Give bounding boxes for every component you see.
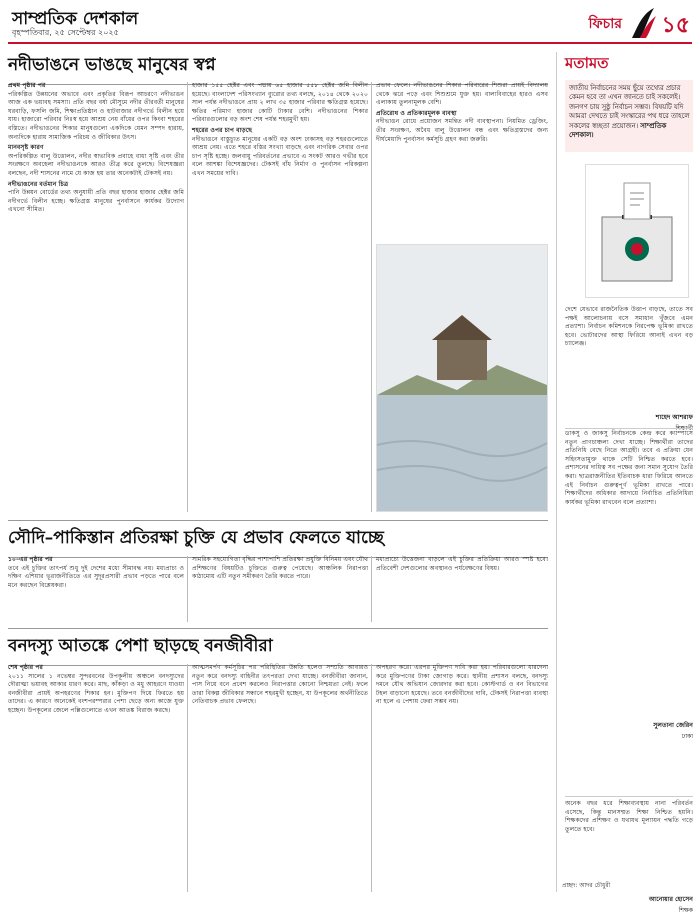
author-name: সুলতানা জেরিন (653, 722, 693, 729)
masthead (8, 6, 692, 40)
article1-headline: নদীভাঙনে ভাঙছে মানুষের স্বপ্ন (8, 52, 548, 85)
continued-from-label: শেষ পৃষ্ঠার পর (8, 664, 43, 671)
author-role: ঢাকা (681, 733, 693, 740)
article1-subhead: নদীভাঙনের বর্তমান চিত্র (8, 180, 69, 188)
article3-column-3 (376, 664, 548, 892)
cover-credit: প্রচ্ছদ: আদর চৌধুরী (562, 882, 611, 889)
column-divider (187, 82, 188, 512)
newspaper-name: সাম্প্রতিক দেশকাল (12, 9, 139, 29)
article3-column-1 (8, 664, 184, 892)
article3-headline: বনদস্যু আতঙ্কে পেশা ছাড়ছে বনজীবীরা (8, 628, 548, 666)
article2-column-2 (192, 556, 368, 622)
article1-column-1 (8, 82, 184, 512)
article1-subhead: শহরের ওপর চাপ বাড়ছে (192, 126, 253, 134)
article1-paragraph: অপরিকল্পিত বালু উত্তোলন, নদীর স্বাভাবিক প্রবাহে বাধা সৃষ্টি এবং তীর সংরক্ষণে অবহেলা নদীভাঙনকে আরও তীব্র করে তুলছে। বিশেষজ্ঞরা বলছেন, নদী শাসনের নামে যে কাজ হয় তার অনেকটাই টেকসই নয়। (8, 152, 184, 177)
article2-paragraph: মধ্যপ্রাচ্যে উত্তেজনা বাড়লে এই চুক্তির প্রতিক্রিয়া আরও স্পষ্ট হবে। প্রতিবেশী দেশগুলোর অবস্থানও পর্যবেক্ষণের বিষয়। (376, 556, 548, 572)
column-divider (371, 556, 372, 622)
author-name: আনোয়ার হোসেন (648, 896, 693, 903)
article3-paragraph: আত্মসমর্পণ কর্মসূচির পর পরিস্থিতির উন্নতি হলেও সম্প্রতি আবারও নতুন করে বনদস্যু বাহিনীর তৎপরতা দেখা যাচ্ছে। বনজীবীরা জানান, পাস নিয়ে বনে প্রবেশ করলেও নিরাপত্তার কোনো নিশ্চয়তা নেই। ফলে তারা বিকল্প জীবিকার সন্ধানে শহরমুখী হচ্ছেন, যা উপকূলের অর্থনীতিতে নেতিবাচক প্রভাব ফেলছে। (192, 664, 368, 706)
section-label: ফিচার (588, 16, 622, 32)
page-number: ১৫ (661, 12, 690, 38)
column-divider (187, 664, 188, 892)
ballot-box-icon (586, 165, 688, 297)
opinion-quote (569, 84, 691, 140)
opinion-letter-1: দেশে যেভাবে রাজনৈতিক উত্তাপ বাড়ছে, তাতে সব পক্ষই আলোচনায় বসে সমাধান খুঁজবে এমন প্রত্যাশা। নির্বাচন কমিশনকে নিরপেক্ষ ভূমিকা রাখতে হবে। ভোটারদের আস্থা ফিরিয়ে আনাই এখন বড় চ্যালেঞ্জ। (565, 306, 693, 348)
column-divider (187, 556, 188, 622)
opinion-byline-2 (565, 720, 693, 742)
article1-subhead: প্রতিরোধ ও প্রতিকারমূলক ব্যবস্থা (376, 109, 457, 117)
article2-column-1 (8, 556, 184, 622)
article1-paragraph: পরিকল্পিত উন্নয়নের অভাবে এবং প্রকৃতির বিরূপ আচরণে নদীভাঙন আজ এক ভয়াবহ সমস্যা। প্রতি বছর বর্ষা মৌসুমে নদীর তীরবর্তী মানুষের ঘরবাড়ি, ফসলি জমি, শিক্ষাপ্রতিষ্ঠান ও হাটবাজার নদীগর্ভে বিলীন হয়ে যায়। হাজারো পরিবার নিঃস্ব হয়ে আশ্রয় নেয় বাঁধের ওপর কিংবা শহরের বস্তিতে। নদীভাঙনের শিকার মানুষগুলো একদিকে যেমন সম্পদ হারায়, অন্যদিকে হারায় সামাজিক পরিচয় ও জীবিকার উৎস। (8, 90, 184, 141)
opinion-letter-3: অনেক বছর ধরে শিক্ষাব্যবস্থায় নানা পরিবর্তন এসেছে, কিন্তু মানসম্মত শিক্ষা নিশ্চিত হয়নি। শিক্ষকদের প্রশিক্ষণ ও যথাযথ মূল্যায়ন পদ্ধতি গড়ে তুলতে হবে। (565, 800, 693, 833)
article1-paragraph: হাজার ১৫৫ হেক্টর এবং পদ্মায় ৬৫ হাজার ৫৫৮ হেক্টর জমি বিলীন হয়েছে। বাংলাদেশ পরিসংখ্যান ব্যুরোর তথ্য বলছে, ২০১৪ থেকে ২০২০ সাল পর্যন্ত নদীভাঙনে প্রায় ২ লাখ ৩৫ হাজার পরিবার ক্ষতিগ্রস্ত হয়েছে। ক্ষতির পরিমাণ হাজার কোটি টাকার বেশি। নদীভাঙনের শিকার পরিবারগুলোর বড় অংশ শেষ পর্যন্ত শহরমুখী হয়। (192, 82, 368, 124)
opinion-quote-text: জাতীয় নির্বাচনের সময় ছুঁয়ে তথ্যের প্রচার কেমন হবে তা এখন জানতে চাই সকলেই। জনগণ চায় সুষ্ঠু নির্বাচন সম্ভব। বিষয়টি যদি আমরা দেখতে চাই সংস্কারের পথ ধরে তাহলে সকলের স্বচ্ছতা প্রয়োজন। (569, 84, 690, 130)
article1-column-3 (376, 82, 548, 238)
article2-headline: সৌদি–পাকিস্তান প্রতিরক্ষা চুক্তি যে প্রভাব ফেলতে যাচ্ছে (8, 520, 548, 558)
riverbank-photo-illustration (377, 245, 547, 511)
article3-paragraph: ২০১১ সালের ১ নভেম্বর সুন্দরবনের উপকূলীয় অঞ্চলে বনদস্যুদের দৌরাত্ম্য ভয়াবহ আকার ধারণ করে। মাছ, কাঁকড়া ও মধু আহরণে যাওয়া বনজীবীরা প্রায়ই অপহরণের শিকার হন। মুক্তিপণ দিয়ে ফিরতে হয় তাদের। এ কারণে অনেকেই বংশপরম্পরার পেশা ছেড়ে অন্য কাজে যুক্ত হচ্ছেন। উপকূলের জেলে পল্লিগুলোতে এখন আতঙ্ক বিরাজ করছে। (8, 672, 184, 714)
article1-column-2 (192, 82, 368, 512)
opinion-divider (565, 428, 693, 429)
swoosh-logo-icon (628, 6, 658, 40)
article2-column-3 (376, 556, 548, 622)
masthead-rule (8, 42, 692, 44)
opinion-letter-2: ডাকসু ও জাকসু নির্বাচনকে কেন্দ্র করে ক্যাম্পাসে নতুন প্রাণচাঞ্চল্য দেখা যাচ্ছে। শিক্ষার্থীরা তাদের প্রতিনিধি বেছে নিতে আগ্রহী। তবে এ প্রক্রিয়া যেন সহিংসতামুক্ত থাকে সেটি নিশ্চিত করতে হবে। প্রশাসনের দায়িত্ব সব পক্ষের জন্য সমান সুযোগ তৈরি করা। ছাত্ররাজনীতির ইতিবাচক ধারা ফিরিয়ে আনতে এই নির্বাচন গুরুত্বপূর্ণ ভূমিকা রাখতে পারে। শিক্ষার্থীদের অধিকার আদায়ে নির্বাচিত প্রতিনিধিরা কার্যকর ভূমিকা রাখবেন বলে প্রত্যাশা। (565, 430, 693, 506)
opinion-column (556, 52, 693, 914)
column-divider (371, 82, 372, 512)
issue-date: বৃহস্পতিবার, ২৫ সেপ্টেম্বর ২০২৫ (12, 28, 119, 37)
opinion-title: মতামত (565, 54, 609, 72)
opinion-quote-tail: সাম্প্রতিক দেশকাল। (569, 121, 667, 140)
article1-paragraph: নদীভাঙন রোধে প্রয়োজন সমন্বিত নদী ব্যবস্থাপনা। নিয়মিত ড্রেজিং, তীর সংরক্ষণ, অবৈধ বালু উত্তোলন বন্ধ এবং ক্ষতিগ্রস্তদের জন্য দীর্ঘমেয়াদি পুনর্বাসন কর্মসূচি গ্রহণ করা জরুরি। (376, 118, 548, 143)
opinion-divider (565, 796, 693, 797)
article3-column-2 (192, 664, 368, 892)
article1-photo (376, 244, 548, 512)
article1-subhead: মানবসৃষ্ট কারণ (8, 144, 44, 152)
author-role: শিক্ষক (678, 907, 693, 914)
article1-paragraph: নদীভাঙনে বাস্তুচ্যুত মানুষের একটি বড় অংশ ঢাকাসহ বড় শহরগুলোতে আশ্রয় নেয়। এতে শহরে বস্তির সংখ্যা বাড়ছে এবং নাগরিক সেবার ওপর চাপ সৃষ্টি হচ্ছে। জলবায়ু পরিবর্তনের প্রভাবে এ সংকট আরও গভীর হবে বলে আশঙ্কা বিশেষজ্ঞদের। টেকসই বাঁধ নির্মাণ ও পুনর্বাসন পরিকল্পনা এখন সময়ের দাবি। (192, 135, 368, 177)
continued-from-label: প্রথম পৃষ্ঠার পর (8, 82, 46, 89)
opinion-byline-3 (565, 894, 693, 916)
ballot-box-illustration (585, 164, 689, 298)
continued-from-label: ১০–এর পৃষ্ঠার পর (8, 556, 53, 563)
article2-paragraph: সামরিক সহযোগিতা বৃদ্ধির পাশাপাশি প্রতিরক্ষা প্রযুক্তি বিনিময় এবং যৌথ প্রশিক্ষণের বিষয়টিও চুক্তিতে গুরুত্ব পেয়েছে। আঞ্চলিক নিরাপত্তা কাঠামোয় এটি নতুন সমীকরণ তৈরি করতে পারে। (192, 556, 368, 581)
article1-paragraph: প্রভাব ফেলে। নদীভাঙনের শিকার পরিবারের শিশুরা প্রায়ই বিদ্যালয় থেকে ঝরে পড়ে এবং শিশুশ্রমে যুক্ত হয়। বাল্যবিবাহের হারও এসব এলাকায় তুলনামূলক বেশি। (376, 82, 548, 107)
column-divider (371, 664, 372, 892)
author-name: শাহেদ আশরাফ (655, 414, 693, 421)
article1-paragraph: পানি উন্নয়ন বোর্ডের তথ্য অনুযায়ী প্রতি বছর হাজার হাজার হেক্টর জমি নদীগর্ভে বিলীন হচ্ছে। ক্ষতিগ্রস্ত মানুষের পুনর্বাসনে কার্যকর উদ্যোগ এখনো সীমিত। (8, 189, 184, 214)
article2-paragraph: তবে এই চুক্তির তাৎপর্য শুধু দুই দেশের মধ্যে সীমাবদ্ধ নয়। মধ্যপ্রাচ্য ও দক্ষিণ এশিয়ার ভূরাজনীতিতে এর সুদূরপ্রসারী প্রভাব পড়তে পারে বলে মনে করছেন বিশ্লেষকরা। (8, 564, 184, 589)
article3-paragraph: অপহরণ করে। এরপর মুক্তিপণ দাবি করা হয়। পরিবারগুলো ধারদেনা করে মুক্তিপণের টাকা জোগাড় করে। স্থানীয় প্রশাসন বলছে, বনদস্যু দমনে যৌথ অভিযান জোরদার করা হবে। কোস্টগার্ড ও বন বিভাগের টহল বাড়ানো হয়েছে। তবে বনজীবীদের দাবি, টেকসই নিরাপত্তা ব্যবস্থা না হলে এ পেশায় ফেরা সম্ভব নয়। (376, 664, 548, 706)
